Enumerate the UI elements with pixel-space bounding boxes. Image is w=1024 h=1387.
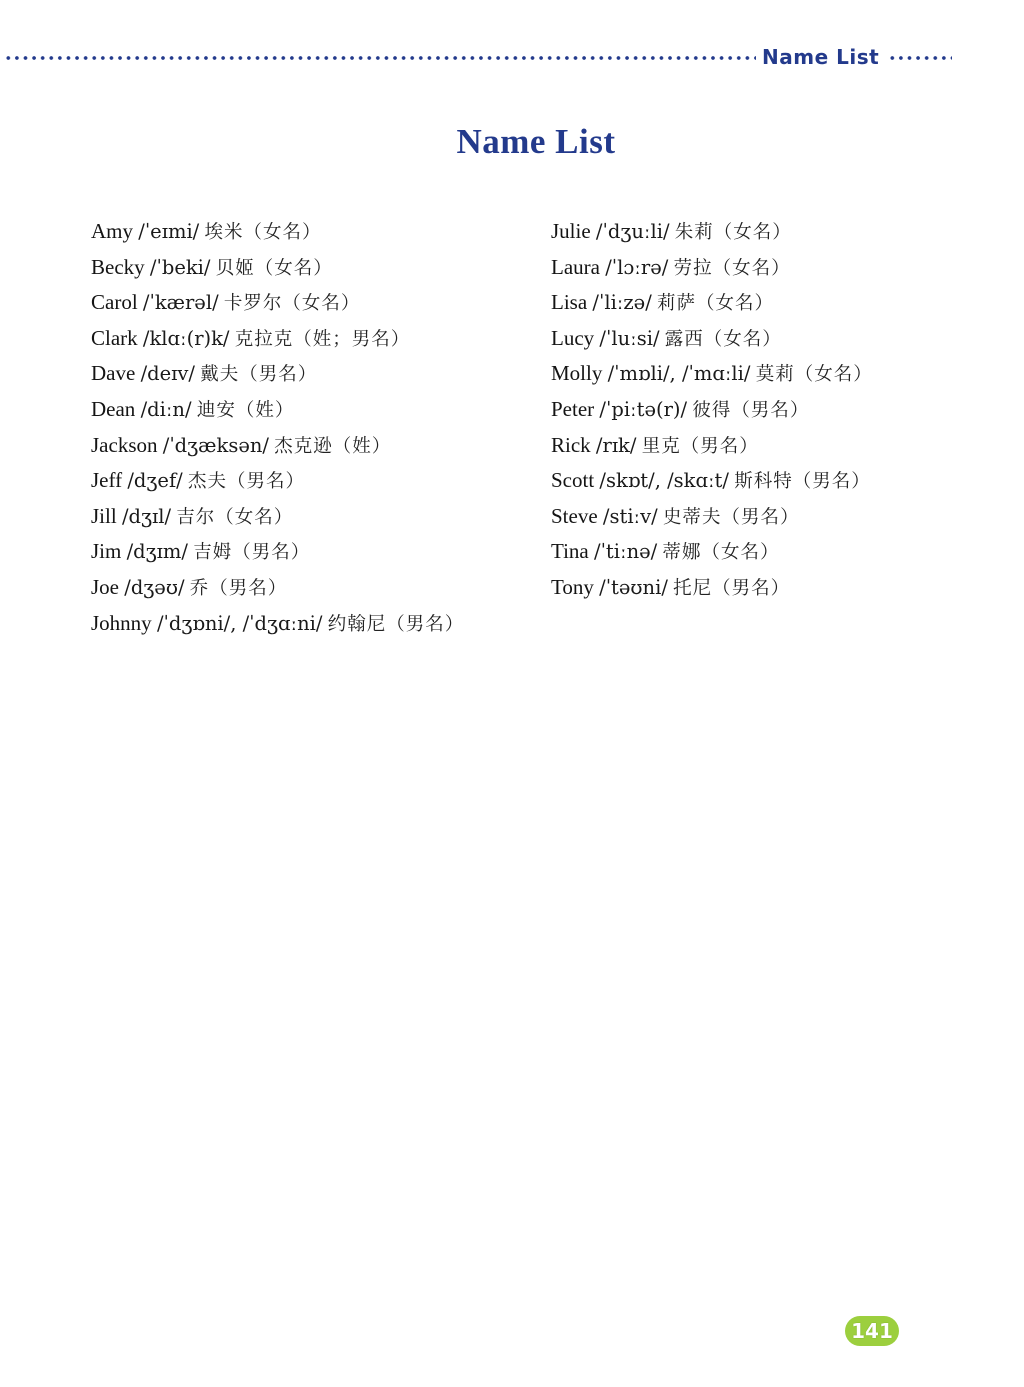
name-entry bbox=[551, 285, 1011, 321]
entry-chinese: 杰夫（男名） bbox=[188, 471, 306, 493]
entry-phonetic: /diːn/ bbox=[140, 397, 192, 421]
page-number-badge: 141 bbox=[845, 1316, 899, 1346]
entry-phonetic: /dʒɪm/ bbox=[126, 540, 188, 564]
name-entry bbox=[551, 321, 1011, 357]
entry-phonetic: /stiːv/ bbox=[602, 504, 658, 528]
entry-name: Rick bbox=[551, 432, 591, 457]
name-entry bbox=[91, 356, 541, 392]
entry-chinese: 杰克逊（姓） bbox=[274, 435, 392, 457]
name-entry bbox=[91, 570, 541, 606]
entry-phonetic: /ˈtəʊni/ bbox=[599, 575, 668, 599]
name-entry bbox=[551, 356, 1011, 392]
entry-chinese: 史蒂夫（男名） bbox=[662, 506, 800, 528]
entry-chinese: 莫莉（女名） bbox=[755, 364, 873, 386]
entry-chinese: 莉萨（女名） bbox=[657, 293, 775, 315]
name-entry bbox=[551, 428, 1011, 464]
name-entry bbox=[91, 214, 541, 250]
name-list-right-column bbox=[551, 214, 1011, 606]
entry-name: Lisa bbox=[551, 290, 588, 315]
header-dotted-rule bbox=[4, 55, 756, 61]
running-header bbox=[0, 42, 960, 74]
entry-chinese: 戴夫（男名） bbox=[200, 364, 318, 386]
entry-name: Johnny bbox=[91, 610, 152, 635]
entry-name: Julie bbox=[551, 219, 591, 243]
entry-chinese: 贝姬（女名） bbox=[215, 257, 333, 279]
entry-phonetic: /ˈpiːtə(r)/ bbox=[599, 397, 688, 421]
name-entry bbox=[551, 463, 1011, 499]
entry-chinese: 斯科特（男名） bbox=[734, 471, 871, 493]
name-entry bbox=[91, 321, 541, 357]
entry-chinese: 乔（男名） bbox=[189, 577, 288, 599]
entry-name: Jim bbox=[91, 539, 122, 564]
entry-phonetic: /ˈdʒɒni/, /ˈdʒɑːni/ bbox=[156, 611, 323, 635]
entry-name: Steve bbox=[551, 503, 598, 528]
entry-phonetic: /ˈeɪmi/ bbox=[138, 220, 200, 243]
entry-phonetic: /ˈbeki/ bbox=[149, 255, 211, 279]
entry-chinese: 彼得（男名） bbox=[692, 399, 810, 421]
header-dotted-rule-tail bbox=[888, 55, 952, 61]
entry-chinese: 迪安（姓） bbox=[196, 399, 295, 421]
entry-name: Joe bbox=[91, 574, 119, 599]
name-entry bbox=[551, 214, 1011, 250]
name-entry bbox=[551, 250, 1011, 286]
entry-name: Clark bbox=[91, 325, 138, 350]
entry-chinese: 卡罗尔（女名） bbox=[223, 293, 361, 315]
name-entry bbox=[91, 250, 541, 286]
entry-name: Dean bbox=[91, 396, 136, 421]
entry-name: Lucy bbox=[551, 325, 595, 350]
entry-phonetic: /dʒef/ bbox=[127, 469, 183, 493]
entry-name: Scott bbox=[551, 468, 595, 493]
name-entry bbox=[551, 499, 1011, 535]
entry-phonetic: /dʒɪl/ bbox=[121, 504, 172, 528]
entry-name: Tina bbox=[551, 539, 589, 564]
name-entry bbox=[91, 499, 541, 535]
name-entry bbox=[551, 534, 1011, 570]
entry-chinese: 朱莉（女名） bbox=[674, 222, 792, 243]
entry-name: Peter bbox=[551, 396, 595, 421]
entry-phonetic: /ˈtiːnə/ bbox=[594, 540, 658, 564]
entry-name: Dave bbox=[91, 361, 136, 386]
entry-phonetic: /ˈliːzə/ bbox=[592, 291, 652, 315]
entry-name: Laura bbox=[551, 254, 600, 279]
entry-chinese: 里克（男名） bbox=[641, 435, 759, 457]
entry-name: Tony bbox=[551, 574, 594, 599]
entry-phonetic: /dʒəʊ/ bbox=[124, 575, 185, 599]
entry-phonetic: /ˈkærəl/ bbox=[142, 291, 219, 315]
entry-name: Carol bbox=[91, 290, 138, 315]
name-entry bbox=[91, 606, 541, 642]
name-entry bbox=[91, 285, 541, 321]
entry-chinese: 蒂娜（女名） bbox=[662, 542, 780, 564]
entry-chinese: 埃米（女名） bbox=[204, 222, 322, 243]
entry-chinese: 劳拉（女名） bbox=[673, 257, 791, 279]
entry-phonetic: /deɪv/ bbox=[140, 362, 195, 386]
page-title: Name List bbox=[456, 122, 616, 161]
entry-name: Molly bbox=[551, 361, 603, 386]
entry-chinese: 吉尔（女名） bbox=[176, 506, 294, 528]
entry-chinese: 克拉克（姓；男名） bbox=[234, 328, 411, 350]
entry-chinese: 吉姆（男名） bbox=[193, 542, 311, 564]
name-entry bbox=[91, 463, 541, 499]
entry-name: Jackson bbox=[91, 432, 158, 457]
entry-name: Amy bbox=[91, 219, 133, 243]
running-header-title: Name List bbox=[762, 45, 880, 69]
entry-phonetic: /skɒt/, /skɑːt/ bbox=[599, 469, 729, 493]
name-entry bbox=[91, 534, 541, 570]
entry-phonetic: /rɪk/ bbox=[595, 433, 637, 457]
entry-chinese: 托尼（男名） bbox=[673, 577, 791, 599]
entry-phonetic: /ˈlɔːrə/ bbox=[605, 255, 669, 279]
name-entry bbox=[551, 570, 1011, 606]
entry-phonetic: /klɑː(r)k/ bbox=[142, 326, 230, 350]
name-entry bbox=[91, 392, 541, 428]
entry-chinese: 约翰尼（男名） bbox=[327, 613, 465, 635]
entry-chinese: 露西（女名） bbox=[664, 328, 782, 350]
entry-phonetic: /ˈdʒæksən/ bbox=[162, 433, 269, 457]
name-entry bbox=[551, 392, 1011, 428]
entry-name: Jill bbox=[91, 503, 117, 528]
name-list-left-column bbox=[91, 214, 541, 641]
entry-phonetic: /ˈdʒuːli/ bbox=[595, 220, 670, 243]
entry-name: Becky bbox=[91, 254, 145, 279]
entry-phonetic: /ˈluːsi/ bbox=[599, 326, 660, 350]
entry-name: Jeff bbox=[91, 468, 123, 493]
entry-phonetic: /ˈmɒli/, /ˈmɑːli/ bbox=[607, 362, 751, 386]
name-entry bbox=[91, 428, 541, 464]
